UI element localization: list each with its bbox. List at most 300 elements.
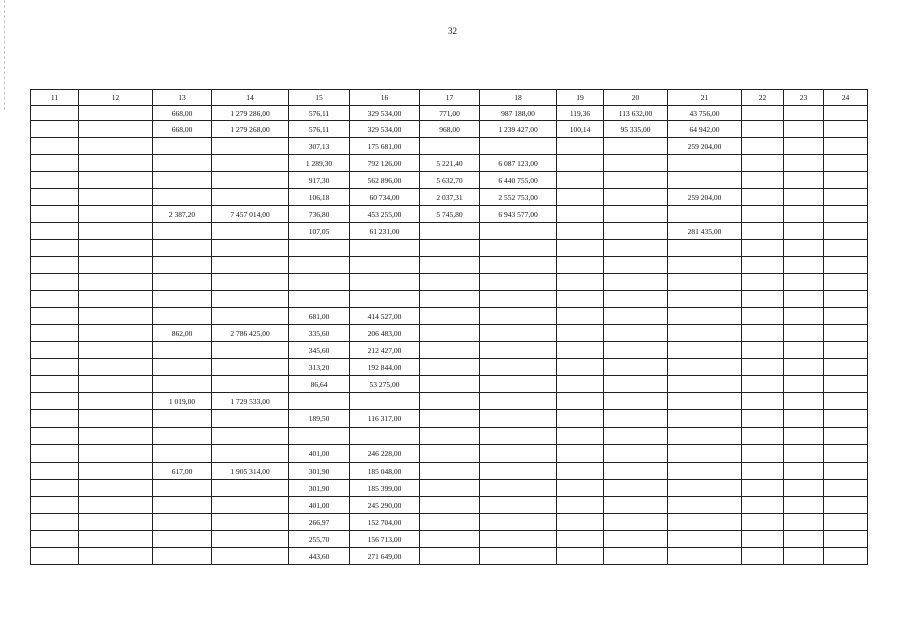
table-cell: 681,00 <box>289 308 350 325</box>
table-cell <box>31 514 79 531</box>
table-cell <box>350 428 420 445</box>
table-cell <box>742 428 784 445</box>
table-cell: 1 279 268,00 <box>212 121 289 138</box>
table-cell <box>153 548 212 565</box>
table-cell: 246 228,00 <box>350 445 420 463</box>
table-cell <box>31 189 79 206</box>
table-cell <box>604 393 668 410</box>
table-cell <box>31 376 79 393</box>
table-cell <box>604 531 668 548</box>
table-row <box>31 342 868 359</box>
table-cell <box>784 548 824 565</box>
table-cell: 119,36 <box>557 106 604 121</box>
table-cell <box>289 428 350 445</box>
table-cell <box>79 121 153 138</box>
table-cell <box>212 480 289 497</box>
table-cell <box>824 359 868 376</box>
table-cell: 107,05 <box>289 223 350 240</box>
table-cell <box>604 138 668 155</box>
column-header: 23 <box>784 90 824 106</box>
table-cell <box>742 274 784 291</box>
table-row <box>31 325 868 342</box>
table-cell <box>784 172 824 189</box>
table-cell: 113 632,00 <box>604 106 668 121</box>
table-cell <box>557 463 604 480</box>
table-cell: 2 387,20 <box>153 206 212 223</box>
table-cell <box>153 410 212 428</box>
table-cell <box>79 393 153 410</box>
table-cell: 6 440 755,00 <box>480 172 557 189</box>
table-cell <box>212 257 289 274</box>
table-cell <box>79 548 153 565</box>
table-cell <box>668 172 742 189</box>
table-cell <box>784 274 824 291</box>
table-cell <box>824 393 868 410</box>
table-cell <box>212 445 289 463</box>
table-cell <box>31 155 79 172</box>
table-cell: 668,00 <box>153 106 212 121</box>
table-cell <box>31 445 79 463</box>
table-cell <box>742 548 784 565</box>
column-header: 15 <box>289 90 350 106</box>
table-cell <box>784 308 824 325</box>
table-cell <box>153 376 212 393</box>
table-cell: 255,70 <box>289 531 350 548</box>
table-cell <box>604 428 668 445</box>
table-cell: 206 483,00 <box>350 325 420 342</box>
table-cell <box>31 206 79 223</box>
table-cell <box>557 138 604 155</box>
table-cell <box>153 138 212 155</box>
table-cell <box>79 531 153 548</box>
table-cell <box>784 410 824 428</box>
table-header <box>31 90 868 106</box>
table-cell <box>824 428 868 445</box>
table-cell <box>420 497 480 514</box>
table-cell <box>420 342 480 359</box>
table-row <box>31 463 868 480</box>
table-row <box>31 410 868 428</box>
table-cell <box>212 514 289 531</box>
table-cell <box>824 342 868 359</box>
table-cell <box>212 308 289 325</box>
table-cell <box>480 359 557 376</box>
table-cell <box>79 410 153 428</box>
table-cell <box>212 291 289 308</box>
table-cell: 156 713,00 <box>350 531 420 548</box>
table-cell <box>212 172 289 189</box>
table-cell <box>742 223 784 240</box>
table-cell <box>784 138 824 155</box>
table-cell <box>824 189 868 206</box>
table-cell <box>153 359 212 376</box>
table-cell: 301,90 <box>289 463 350 480</box>
table-cell <box>153 497 212 514</box>
table-cell <box>824 223 868 240</box>
table-cell: 792 126,00 <box>350 155 420 172</box>
table-cell <box>79 240 153 257</box>
table-cell <box>604 359 668 376</box>
table-cell <box>784 428 824 445</box>
table-cell <box>604 308 668 325</box>
table-cell: 185 399,00 <box>350 480 420 497</box>
table-cell <box>153 257 212 274</box>
table-cell <box>824 155 868 172</box>
table-cell: 443,60 <box>289 548 350 565</box>
column-header: 22 <box>742 90 784 106</box>
table-cell <box>824 463 868 480</box>
table-cell <box>420 393 480 410</box>
table-cell <box>153 308 212 325</box>
table-cell: 185 048,00 <box>350 463 420 480</box>
table-cell <box>79 376 153 393</box>
table-cell <box>480 445 557 463</box>
table-cell: 53 275,00 <box>350 376 420 393</box>
table-cell <box>784 463 824 480</box>
table-cell <box>784 240 824 257</box>
table-cell <box>668 325 742 342</box>
table-cell <box>480 428 557 445</box>
table-cell <box>153 172 212 189</box>
table-cell <box>153 189 212 206</box>
table-cell: 987 188,00 <box>480 106 557 121</box>
table-cell <box>212 428 289 445</box>
table-cell <box>420 514 480 531</box>
table-row <box>31 376 868 393</box>
table-body <box>31 106 868 565</box>
table-cell <box>784 121 824 138</box>
column-header: 18 <box>480 90 557 106</box>
table-row <box>31 121 868 138</box>
table-cell <box>153 514 212 531</box>
table-cell <box>824 548 868 565</box>
table-cell: 562 896,00 <box>350 172 420 189</box>
table-cell: 862,00 <box>153 325 212 342</box>
table-cell: 1 279 286,00 <box>212 106 289 121</box>
table-cell: 736,80 <box>289 206 350 223</box>
table-cell <box>79 206 153 223</box>
table-cell <box>31 121 79 138</box>
table-cell <box>212 274 289 291</box>
table-cell: 1 289,30 <box>289 155 350 172</box>
table-cell: 5 632,70 <box>420 172 480 189</box>
table-cell <box>79 138 153 155</box>
table-cell <box>480 274 557 291</box>
table-cell <box>784 189 824 206</box>
table-cell <box>557 257 604 274</box>
table-cell: 192 844,00 <box>350 359 420 376</box>
column-header: 24 <box>824 90 868 106</box>
table-cell <box>79 257 153 274</box>
table-cell <box>153 531 212 548</box>
table-row <box>31 548 868 565</box>
table-cell <box>350 393 420 410</box>
table-cell <box>557 325 604 342</box>
table-cell <box>557 189 604 206</box>
table-cell: 576,11 <box>289 121 350 138</box>
table-cell <box>824 376 868 393</box>
table-cell <box>784 514 824 531</box>
table-cell <box>604 497 668 514</box>
table-cell <box>420 274 480 291</box>
table-cell: 152 704,00 <box>350 514 420 531</box>
table-cell <box>784 106 824 121</box>
table-cell <box>480 325 557 342</box>
table-cell <box>784 480 824 497</box>
table-cell <box>784 155 824 172</box>
table-cell <box>742 308 784 325</box>
table-cell <box>79 514 153 531</box>
table-cell <box>742 172 784 189</box>
table-cell <box>557 531 604 548</box>
table-cell: 175 681,00 <box>350 138 420 155</box>
column-header: 14 <box>212 90 289 106</box>
table-cell <box>604 155 668 172</box>
table-cell <box>480 342 557 359</box>
table-cell: 266,97 <box>289 514 350 531</box>
table-cell <box>420 223 480 240</box>
table-cell <box>480 531 557 548</box>
table-cell <box>824 445 868 463</box>
table-cell <box>79 325 153 342</box>
table-cell: 453 255,00 <box>350 206 420 223</box>
table-cell <box>480 497 557 514</box>
table-cell <box>480 240 557 257</box>
table-cell <box>557 497 604 514</box>
table-cell <box>31 393 79 410</box>
table-cell: 1 729 533,00 <box>212 393 289 410</box>
table-cell <box>557 308 604 325</box>
table-cell <box>668 428 742 445</box>
table-cell <box>824 308 868 325</box>
table-cell <box>557 342 604 359</box>
table-cell <box>153 342 212 359</box>
table-row <box>31 274 868 291</box>
table-cell <box>557 291 604 308</box>
table-cell <box>824 274 868 291</box>
table-cell <box>31 308 79 325</box>
table-cell <box>79 428 153 445</box>
table-cell <box>420 410 480 428</box>
table-cell <box>742 480 784 497</box>
table-cell <box>212 240 289 257</box>
table-cell <box>557 445 604 463</box>
table-cell <box>668 410 742 428</box>
data-table <box>30 89 868 565</box>
table-cell <box>79 342 153 359</box>
table-cell <box>742 155 784 172</box>
table-cell <box>153 240 212 257</box>
table-cell <box>784 445 824 463</box>
table-cell <box>557 514 604 531</box>
table-cell <box>289 291 350 308</box>
table-cell <box>79 223 153 240</box>
table-cell <box>784 393 824 410</box>
table-cell <box>31 138 79 155</box>
table-cell <box>824 514 868 531</box>
table-cell: 212 427,00 <box>350 342 420 359</box>
table-cell <box>742 291 784 308</box>
table-cell <box>742 106 784 121</box>
table-row <box>31 531 868 548</box>
table-cell <box>742 189 784 206</box>
table-cell <box>420 359 480 376</box>
table-cell <box>212 189 289 206</box>
table-cell <box>420 428 480 445</box>
table-cell <box>604 548 668 565</box>
table-cell <box>79 291 153 308</box>
table-cell <box>212 410 289 428</box>
table-cell <box>153 223 212 240</box>
table-cell <box>557 480 604 497</box>
table-cell <box>31 548 79 565</box>
table-cell <box>557 223 604 240</box>
table-cell <box>480 410 557 428</box>
table-cell <box>824 410 868 428</box>
table-cell <box>480 376 557 393</box>
table-cell: 1 905 314,00 <box>212 463 289 480</box>
table-cell <box>289 257 350 274</box>
table-cell <box>557 206 604 223</box>
table-cell <box>784 291 824 308</box>
table-cell <box>420 445 480 463</box>
table-cell <box>480 308 557 325</box>
table-cell <box>212 138 289 155</box>
table-cell <box>31 497 79 514</box>
table-cell: 917,30 <box>289 172 350 189</box>
table-cell <box>604 257 668 274</box>
table-cell <box>31 359 79 376</box>
table-cell: 5 745,80 <box>420 206 480 223</box>
table-cell <box>557 359 604 376</box>
table-cell <box>604 342 668 359</box>
table-cell <box>604 223 668 240</box>
table-cell <box>480 463 557 480</box>
table-cell: 281 435,00 <box>668 223 742 240</box>
table-cell: 576,11 <box>289 106 350 121</box>
table-cell <box>420 291 480 308</box>
table-row <box>31 172 868 189</box>
table-cell <box>668 308 742 325</box>
table-cell: 329 534,00 <box>350 121 420 138</box>
column-header: 21 <box>668 90 742 106</box>
table-cell <box>420 376 480 393</box>
table-cell <box>824 257 868 274</box>
table-cell <box>480 257 557 274</box>
table-cell <box>79 308 153 325</box>
table-cell: 401,00 <box>289 445 350 463</box>
table-cell <box>824 106 868 121</box>
table-cell: 2 552 753,00 <box>480 189 557 206</box>
table-cell <box>480 138 557 155</box>
table-cell <box>212 359 289 376</box>
table-cell <box>31 172 79 189</box>
table-cell <box>153 274 212 291</box>
table-cell <box>289 393 350 410</box>
table-cell: 345,60 <box>289 342 350 359</box>
table-cell <box>668 240 742 257</box>
table-cell <box>31 257 79 274</box>
table-cell <box>350 274 420 291</box>
table-cell <box>604 325 668 342</box>
table-cell: 95 335,00 <box>604 121 668 138</box>
table-cell <box>212 376 289 393</box>
table-cell <box>31 240 79 257</box>
column-header: 13 <box>153 90 212 106</box>
table-cell <box>79 155 153 172</box>
table-cell <box>79 189 153 206</box>
table-cell <box>604 274 668 291</box>
table-cell <box>668 274 742 291</box>
table-cell <box>604 172 668 189</box>
table-cell <box>742 463 784 480</box>
table-cell <box>480 480 557 497</box>
table-cell <box>480 291 557 308</box>
table-cell: 2 037,31 <box>420 189 480 206</box>
table-cell <box>212 497 289 514</box>
table-cell <box>350 240 420 257</box>
table-cell: 189,50 <box>289 410 350 428</box>
table-cell <box>557 155 604 172</box>
table-cell <box>31 291 79 308</box>
table-cell <box>420 138 480 155</box>
table-cell <box>289 240 350 257</box>
table-cell <box>742 138 784 155</box>
table-row <box>31 257 868 274</box>
table-cell: 259 204,00 <box>668 189 742 206</box>
table-cell <box>604 480 668 497</box>
table-cell <box>784 257 824 274</box>
table-cell <box>668 480 742 497</box>
table-cell <box>742 359 784 376</box>
table-cell <box>79 445 153 463</box>
table-cell <box>742 393 784 410</box>
table-cell <box>79 359 153 376</box>
table-cell <box>742 121 784 138</box>
table-cell <box>742 240 784 257</box>
table-cell <box>480 514 557 531</box>
table-cell <box>604 240 668 257</box>
table-cell: 771,00 <box>420 106 480 121</box>
table-cell <box>742 410 784 428</box>
table-cell <box>604 445 668 463</box>
table-cell: 1 239 427,00 <box>480 121 557 138</box>
table-cell <box>604 206 668 223</box>
table-cell <box>784 497 824 514</box>
table-cell: 259 204,00 <box>668 138 742 155</box>
table-cell <box>557 410 604 428</box>
table-cell <box>153 480 212 497</box>
table-cell <box>153 445 212 463</box>
table-cell <box>668 393 742 410</box>
table-cell <box>824 206 868 223</box>
table-cell: 2 786 425,00 <box>212 325 289 342</box>
table-cell <box>557 548 604 565</box>
table-cell: 301,90 <box>289 480 350 497</box>
table-cell: 271 649,00 <box>350 548 420 565</box>
table-cell <box>604 463 668 480</box>
table-cell <box>557 240 604 257</box>
table-cell <box>31 106 79 121</box>
column-header: 19 <box>557 90 604 106</box>
table-cell <box>79 497 153 514</box>
table-cell <box>668 531 742 548</box>
table-cell <box>604 189 668 206</box>
table-row <box>31 138 868 155</box>
table-cell <box>79 106 153 121</box>
header-row <box>31 90 868 106</box>
table-row <box>31 359 868 376</box>
